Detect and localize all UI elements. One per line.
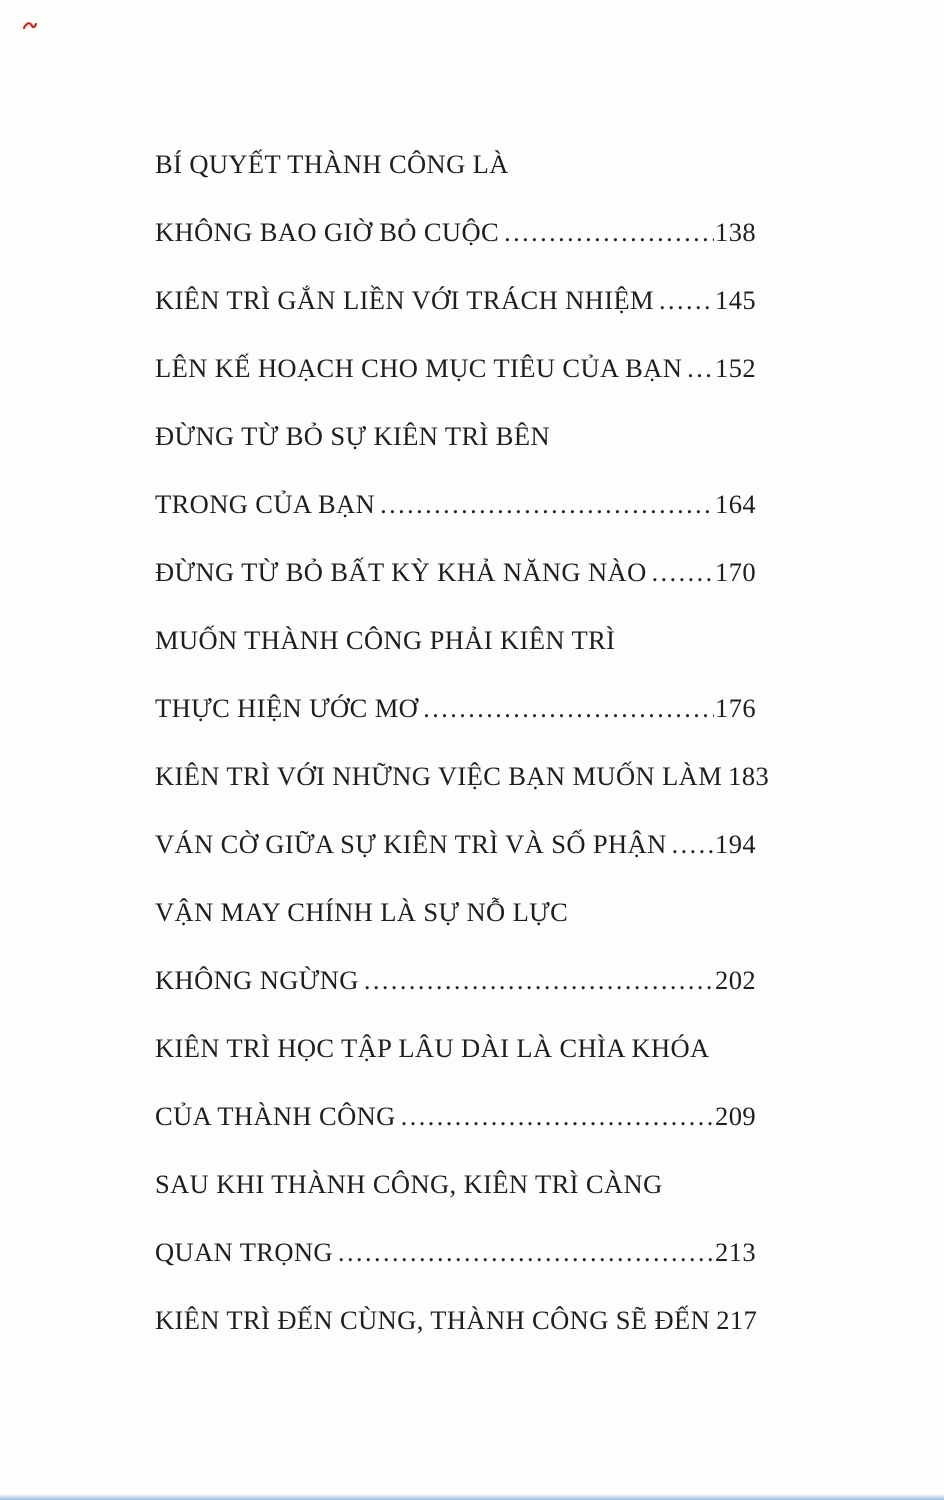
toc-page-number: 202 — [715, 965, 756, 995]
toc-entry-title: ĐỪNG TỪ BỎ BẤT KỲ KHẢ NĂNG NÀO — [155, 557, 647, 587]
toc-entry-title: THỰC HIỆN ƯỚC MƠ — [155, 693, 419, 723]
toc-entry-line-final — [155, 1286, 756, 1354]
toc-entry-line-final — [155, 1082, 756, 1150]
toc-entry-line-final — [155, 334, 756, 402]
toc-entry-line-final — [155, 674, 756, 742]
toc-entry-title: KIÊN TRÌ GẮN LIỀN VỚI TRÁCH NHIỆM — [155, 285, 654, 315]
toc-page-number: 164 — [715, 489, 756, 519]
toc-leader-dots — [504, 198, 714, 267]
toc-entry-title: ĐỪNG TỪ BỎ SỰ KIÊN TRÌ BÊN — [155, 421, 550, 451]
toc-leader-dots — [652, 538, 714, 607]
toc-entry-title: KHÔNG NGỪNG — [155, 965, 359, 995]
toc-leader-dots — [338, 1218, 714, 1287]
toc-entry-line-final — [155, 538, 756, 606]
toc-entry-line — [155, 878, 756, 946]
toc-entry-line — [155, 606, 756, 674]
toc-page-number: 194 — [715, 829, 756, 859]
toc-entry-title: KIÊN TRÌ HỌC TẬP LÂU DÀI LÀ CHÌA KHÓA — [155, 1033, 710, 1063]
toc-entry-title: KIÊN TRÌ ĐẾN CÙNG, THÀNH CÔNG SẼ ĐẾN — [155, 1305, 711, 1335]
red-pen-mark-icon — [22, 18, 38, 34]
toc-entry-title: LÊN KẾ HOẠCH CHO MỤC TIÊU CỦA BẠN — [155, 353, 683, 383]
toc-page-number: 183 — [728, 761, 770, 791]
toc-entry-title: VÁN CỜ GIỮA SỰ KIÊN TRÌ VÀ SỐ PHẬN — [155, 829, 667, 859]
toc-entry-title: BÍ QUYẾT THÀNH CÔNG LÀ — [155, 149, 509, 179]
toc-page-number: 217 — [716, 1305, 758, 1335]
toc-entry-line — [155, 402, 756, 470]
toc-entry-title: TRONG CỦA BẠN — [155, 489, 376, 519]
toc-page-number: 145 — [715, 285, 756, 315]
toc-page-number: 213 — [715, 1237, 756, 1267]
toc-entry-line-final — [155, 742, 770, 810]
toc-leader-dots — [659, 266, 714, 335]
toc-leader-dots — [423, 674, 714, 743]
toc-leader-dots — [687, 334, 714, 403]
toc-entry-line-final — [155, 470, 756, 538]
toc-page-number: 152 — [715, 353, 756, 383]
toc-leader-dots — [672, 810, 714, 879]
toc-leader-dots — [380, 470, 714, 539]
toc-entry-line — [155, 130, 756, 198]
toc-entry-title: VẬN MAY CHÍNH LÀ SỰ NỖ LỰC — [155, 897, 569, 927]
toc-entry-line-final — [155, 266, 756, 334]
toc-entry-line-final — [155, 810, 756, 878]
toc-page-number: 138 — [715, 217, 756, 247]
page-bottom-edge — [0, 1494, 944, 1500]
toc-entry-title: KHÔNG BAO GIỜ BỎ CUỘC — [155, 217, 500, 247]
toc-entry-line-final — [155, 198, 756, 266]
toc-entry-title: CỦA THÀNH CÔNG — [155, 1101, 396, 1131]
toc-page-number: 176 — [715, 693, 756, 723]
toc-leader-dots — [401, 1082, 714, 1151]
toc-entry-title: KIÊN TRÌ VỚI NHỮNG VIỆC BẠN MUỐN LÀM — [155, 761, 723, 791]
toc-entry-title: SAU KHI THÀNH CÔNG, KIÊN TRÌ CÀNG — [155, 1169, 663, 1199]
toc-leader-dots — [364, 946, 714, 1015]
toc-entry-line — [155, 1014, 756, 1082]
toc-list — [155, 130, 770, 1354]
toc-entry-line-final — [155, 1218, 756, 1286]
toc-entry-title: MUỐN THÀNH CÔNG PHẢI KIÊN TRÌ — [155, 625, 616, 655]
toc-page-number: 170 — [715, 557, 756, 587]
toc-entry-line-final — [155, 946, 756, 1014]
toc-page-number: 209 — [715, 1101, 756, 1131]
toc-entry-line — [155, 1150, 756, 1218]
toc-entry-title: QUAN TRỌNG — [155, 1237, 333, 1267]
